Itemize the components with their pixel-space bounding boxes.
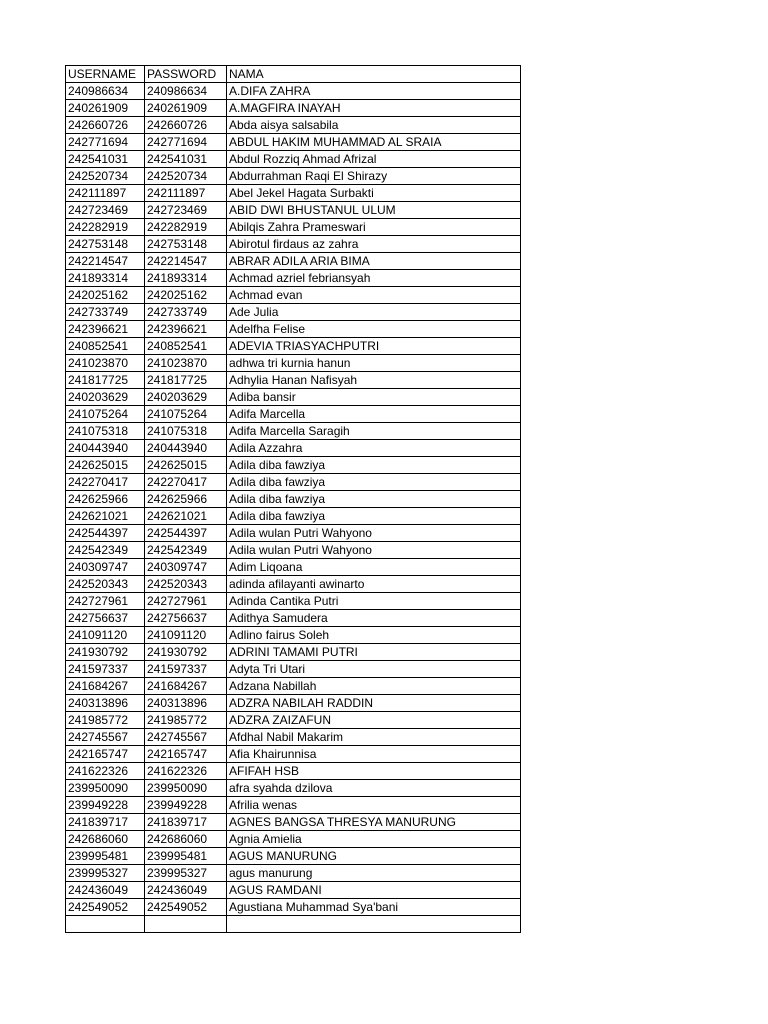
password-cell: 240443940 [145, 440, 227, 457]
username-cell: 242025162 [66, 287, 145, 304]
nama-cell: agus manurung [227, 865, 521, 882]
nama-cell: Agnia Amielia [227, 831, 521, 848]
password-cell: 241622326 [145, 763, 227, 780]
nama-cell: afra syahda dzilova [227, 780, 521, 797]
username-cell: 241684267 [66, 678, 145, 695]
nama-cell: Adhylia Hanan Nafisyah [227, 372, 521, 389]
password-cell: 240313896 [145, 695, 227, 712]
nama-cell: Achmad azriel febriansyah [227, 270, 521, 287]
password-cell: 242542349 [145, 542, 227, 559]
table-row [66, 389, 521, 406]
password-cell: 242165747 [145, 746, 227, 763]
username-cell: 241597337 [66, 661, 145, 678]
table-row [66, 355, 521, 372]
username-cell: 242727961 [66, 593, 145, 610]
table-row [66, 304, 521, 321]
table-row [66, 695, 521, 712]
table-row [66, 423, 521, 440]
nama-cell: Abel Jekel Hagata Surbakti [227, 185, 521, 202]
table-row [66, 287, 521, 304]
password-cell: 241023870 [145, 355, 227, 372]
header-row [66, 66, 521, 83]
password-cell [145, 916, 227, 933]
nama-cell: adinda afilayanti awinarto [227, 576, 521, 593]
nama-cell: AGUS MANURUNG [227, 848, 521, 865]
password-cell: 241893314 [145, 270, 227, 287]
username-cell: 241075264 [66, 406, 145, 423]
nama-cell: Adila diba fawziya [227, 508, 521, 525]
username-cell: 241985772 [66, 712, 145, 729]
password-cell: 242625966 [145, 491, 227, 508]
username-cell: 241930792 [66, 644, 145, 661]
table-row [66, 508, 521, 525]
account-table [65, 65, 521, 933]
password-cell: 242436049 [145, 882, 227, 899]
password-cell: 242686060 [145, 831, 227, 848]
username-cell: 242621021 [66, 508, 145, 525]
header-username: USERNAME [66, 66, 145, 83]
header-password: PASSWORD [145, 66, 227, 83]
nama-cell: A.MAGFIRA INAYAH [227, 100, 521, 117]
password-cell: 240203629 [145, 389, 227, 406]
table-row [66, 338, 521, 355]
table-row [66, 202, 521, 219]
nama-cell: Achmad evan [227, 287, 521, 304]
table-row [66, 321, 521, 338]
nama-cell: Afdhal Nabil Makarim [227, 729, 521, 746]
table-row [66, 440, 521, 457]
nama-cell: Adila diba fawziya [227, 457, 521, 474]
nama-cell: Abilqis Zahra Prameswari [227, 219, 521, 236]
nama-cell: ADZRA ZAIZAFUN [227, 712, 521, 729]
password-cell: 242544397 [145, 525, 227, 542]
table-row [66, 576, 521, 593]
nama-cell: Abdurrahman Raqi El Shirazy [227, 168, 521, 185]
username-cell: 242733749 [66, 304, 145, 321]
nama-cell: AFIFAH HSB [227, 763, 521, 780]
password-cell: 242270417 [145, 474, 227, 491]
table-row [66, 610, 521, 627]
table-row [66, 542, 521, 559]
table-row [66, 270, 521, 287]
username-cell: 242436049 [66, 882, 145, 899]
table-row [66, 746, 521, 763]
username-cell: 239950090 [66, 780, 145, 797]
table-row [66, 525, 521, 542]
table-row [66, 780, 521, 797]
nama-cell: Adila wulan Putri Wahyono [227, 525, 521, 542]
username-cell: 239995481 [66, 848, 145, 865]
password-cell: 241075318 [145, 423, 227, 440]
nama-cell: Agustiana Muhammad Sya'bani [227, 899, 521, 916]
nama-cell: ADZRA NABILAH RADDIN [227, 695, 521, 712]
password-cell: 242756637 [145, 610, 227, 627]
username-cell: 242520343 [66, 576, 145, 593]
table-row [66, 814, 521, 831]
password-cell: 242723469 [145, 202, 227, 219]
table-row [66, 134, 521, 151]
username-cell: 242771694 [66, 134, 145, 151]
nama-cell: adhwa tri kurnia hanun [227, 355, 521, 372]
password-cell: 241091120 [145, 627, 227, 644]
table-row [66, 236, 521, 253]
password-cell: 242549052 [145, 899, 227, 916]
username-cell: 242745567 [66, 729, 145, 746]
username-cell: 242549052 [66, 899, 145, 916]
username-cell: 242541031 [66, 151, 145, 168]
nama-cell [227, 916, 521, 933]
table-row [66, 117, 521, 134]
table-row [66, 865, 521, 882]
username-cell: 242756637 [66, 610, 145, 627]
nama-cell: Adinda Cantika Putri [227, 593, 521, 610]
password-cell: 242660726 [145, 117, 227, 134]
table-row [66, 474, 521, 491]
table-row [66, 593, 521, 610]
password-cell: 240261909 [145, 100, 227, 117]
table-row [66, 848, 521, 865]
username-cell: 242520734 [66, 168, 145, 185]
password-cell: 239950090 [145, 780, 227, 797]
username-cell: 241091120 [66, 627, 145, 644]
username-cell: 241622326 [66, 763, 145, 780]
table-row [66, 406, 521, 423]
table-row [66, 253, 521, 270]
nama-cell: ADRINI TAMAMI PUTRI [227, 644, 521, 661]
nama-cell: Adiba bansir [227, 389, 521, 406]
table-row [66, 712, 521, 729]
nama-cell: Abda aisya salsabila [227, 117, 521, 134]
username-cell: 241817725 [66, 372, 145, 389]
nama-cell: ABDUL HAKIM MUHAMMAD AL SRAIA [227, 134, 521, 151]
nama-cell: Adifa Marcella [227, 406, 521, 423]
password-cell: 241597337 [145, 661, 227, 678]
username-cell: 241075318 [66, 423, 145, 440]
nama-cell: Adim Liqoana [227, 559, 521, 576]
table-row [66, 899, 521, 916]
password-cell: 242214547 [145, 253, 227, 270]
table-row [66, 627, 521, 644]
username-cell: 242625966 [66, 491, 145, 508]
table-row [66, 831, 521, 848]
username-cell: 242214547 [66, 253, 145, 270]
table-row [66, 168, 521, 185]
table-row [66, 100, 521, 117]
username-cell: 240309747 [66, 559, 145, 576]
table-row [66, 491, 521, 508]
password-cell: 239995481 [145, 848, 227, 865]
nama-cell: Adzana Nabillah [227, 678, 521, 695]
password-cell: 242520343 [145, 576, 227, 593]
table-row [66, 882, 521, 899]
username-cell: 242625015 [66, 457, 145, 474]
password-cell: 242520734 [145, 168, 227, 185]
username-cell: 242396621 [66, 321, 145, 338]
nama-cell: Adifa Marcella Saragih [227, 423, 521, 440]
table-row [66, 83, 521, 100]
nama-cell: Afia Khairunnisa [227, 746, 521, 763]
username-cell: 242660726 [66, 117, 145, 134]
password-cell: 240852541 [145, 338, 227, 355]
nama-cell: Adithya Samudera [227, 610, 521, 627]
nama-cell: Ade Julia [227, 304, 521, 321]
username-cell: 240986634 [66, 83, 145, 100]
username-cell: 242270417 [66, 474, 145, 491]
table-row [66, 372, 521, 389]
table-row [66, 661, 521, 678]
password-cell: 242282919 [145, 219, 227, 236]
password-cell: 240986634 [145, 83, 227, 100]
username-cell: 239949228 [66, 797, 145, 814]
password-cell: 242541031 [145, 151, 227, 168]
password-cell: 242727961 [145, 593, 227, 610]
username-cell: 242753148 [66, 236, 145, 253]
nama-cell: Adila diba fawziya [227, 491, 521, 508]
nama-cell: ADEVIA TRIASYACHPUTRI [227, 338, 521, 355]
username-cell: 240203629 [66, 389, 145, 406]
table-row [66, 644, 521, 661]
nama-cell: Adila Azzahra [227, 440, 521, 457]
username-cell: 242165747 [66, 746, 145, 763]
password-cell: 242733749 [145, 304, 227, 321]
nama-cell: Adila diba fawziya [227, 474, 521, 491]
nama-cell: Adyta Tri Utari [227, 661, 521, 678]
username-cell: 242686060 [66, 831, 145, 848]
password-cell: 242396621 [145, 321, 227, 338]
username-cell [66, 916, 145, 933]
header-nama: NAMA [227, 66, 521, 83]
table-row [66, 678, 521, 695]
nama-cell: Adlino fairus Soleh [227, 627, 521, 644]
password-cell: 240309747 [145, 559, 227, 576]
table-row [66, 219, 521, 236]
table-row [66, 763, 521, 780]
nama-cell: Abirotul firdaus az zahra [227, 236, 521, 253]
password-cell: 241985772 [145, 712, 227, 729]
username-cell: 242111897 [66, 185, 145, 202]
table-row [66, 151, 521, 168]
username-cell: 240852541 [66, 338, 145, 355]
nama-cell: AGNES BANGSA THRESYA MANURUNG [227, 814, 521, 831]
username-cell: 241023870 [66, 355, 145, 372]
username-cell: 241893314 [66, 270, 145, 287]
password-cell: 242111897 [145, 185, 227, 202]
nama-cell: Afrilia wenas [227, 797, 521, 814]
username-cell: 239995327 [66, 865, 145, 882]
password-cell: 242025162 [145, 287, 227, 304]
nama-cell: AGUS RAMDANI [227, 882, 521, 899]
password-cell: 242621021 [145, 508, 227, 525]
password-cell: 241839717 [145, 814, 227, 831]
username-cell: 242723469 [66, 202, 145, 219]
table-row [66, 916, 521, 933]
password-cell: 242753148 [145, 236, 227, 253]
username-cell: 242542349 [66, 542, 145, 559]
table-row [66, 457, 521, 474]
table-body [66, 83, 521, 933]
nama-cell: Adila wulan Putri Wahyono [227, 542, 521, 559]
nama-cell: Abdul Rozziq Ahmad Afrizal [227, 151, 521, 168]
password-cell: 241075264 [145, 406, 227, 423]
username-cell: 242544397 [66, 525, 145, 542]
password-cell: 242745567 [145, 729, 227, 746]
password-cell: 241684267 [145, 678, 227, 695]
password-cell: 241817725 [145, 372, 227, 389]
username-cell: 242282919 [66, 219, 145, 236]
username-cell: 240443940 [66, 440, 145, 457]
table-row [66, 559, 521, 576]
table-row [66, 185, 521, 202]
username-cell: 241839717 [66, 814, 145, 831]
nama-cell: ABRAR ADILA ARIA BIMA [227, 253, 521, 270]
nama-cell: A.DIFA ZAHRA [227, 83, 521, 100]
password-cell: 242625015 [145, 457, 227, 474]
table-row [66, 729, 521, 746]
password-cell: 241930792 [145, 644, 227, 661]
nama-cell: ABID DWI BHUSTANUL ULUM [227, 202, 521, 219]
password-cell: 239949228 [145, 797, 227, 814]
username-cell: 240261909 [66, 100, 145, 117]
password-cell: 239995327 [145, 865, 227, 882]
password-cell: 242771694 [145, 134, 227, 151]
nama-cell: Adelfha Felise [227, 321, 521, 338]
table-row [66, 797, 521, 814]
username-cell: 240313896 [66, 695, 145, 712]
